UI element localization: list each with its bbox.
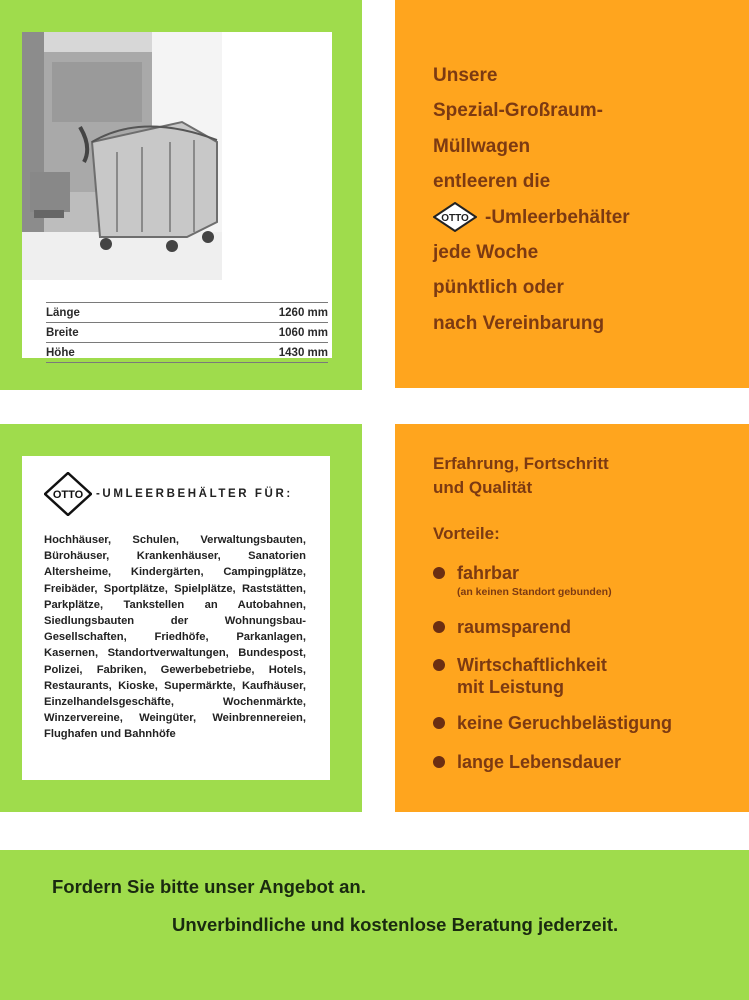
spec-label: Breite bbox=[46, 323, 161, 343]
card-header bbox=[44, 472, 293, 516]
advantage-text: raumsparend bbox=[457, 617, 572, 637]
advantage-item bbox=[433, 562, 743, 598]
otto-logo-icon bbox=[433, 202, 477, 232]
usage-card bbox=[22, 456, 330, 780]
spec-value: 1430 mm bbox=[161, 343, 328, 363]
advantage-subtext: (an keinen Standort gebunden) bbox=[457, 586, 612, 598]
hero-line: jede Woche bbox=[433, 241, 539, 263]
advantage-text: lange Lebensdauer bbox=[457, 752, 622, 772]
hero-line: -Umleerbehälter bbox=[485, 206, 630, 228]
hero-line: Müllwagen bbox=[433, 135, 531, 157]
bullet-icon bbox=[433, 659, 445, 671]
bullet-icon bbox=[433, 567, 445, 579]
bullet-icon bbox=[433, 756, 445, 768]
spec-value: 1060 mm bbox=[161, 323, 328, 343]
advantage-text: fahrbar bbox=[457, 563, 520, 583]
svg-text:OTTO: OTTO bbox=[441, 213, 469, 225]
spec-row bbox=[46, 303, 328, 323]
hero-line: entleeren die bbox=[433, 171, 551, 193]
advantage-text: Wirtschaftlichkeit bbox=[457, 655, 607, 675]
hero-line: pünktlich oder bbox=[433, 277, 564, 299]
top-right-panel bbox=[395, 0, 749, 388]
card-title: -UMLEERBEHÄLTER FÜR: bbox=[96, 488, 293, 500]
hero-line: Unsere bbox=[433, 65, 498, 86]
card-body: Hochhäuser, Schulen, Verwaltungsbauten, Bürohäuser, Krankenhäuser, Sanatorien Altersheime, Kindergärten, Campingplätze, Freibäder, Sportplätze, Spielplätze, Raststätten, Parkplätze, Tankstellen an Autobahnen, Siedlungsbauten der Wohnungsbau-Gesellschaften, Friedhöfe, Parkanlagen, Kasernen, Standortverwaltungen, Bundespost, Polizei, Fabriken, Gewerbebetriebe, Hotels, Restaurants, Kioske, Supermärkte, Kaufhäuser, Einzelhandelsgeschäfte, Wochenmärkte, Winzervereine, Weingüter, Weinbrennereien, Flughafen und Bahnhöfe bbox=[44, 534, 306, 741]
heading-line: und Qualität bbox=[433, 478, 533, 497]
advantage-item bbox=[433, 751, 743, 773]
advantage-item bbox=[433, 616, 743, 638]
container-photo bbox=[22, 32, 222, 280]
spec-label: Länge bbox=[46, 303, 161, 323]
product-card bbox=[22, 32, 332, 358]
advantages-heading bbox=[433, 452, 733, 500]
spec-label: Höhe bbox=[46, 343, 161, 363]
hero-line: nach Vereinbarung bbox=[433, 312, 605, 334]
hero-line-logo bbox=[433, 200, 630, 235]
otto-logo-icon bbox=[44, 472, 92, 516]
bottom-banner bbox=[0, 850, 749, 1000]
advantage-text: keine Geruchbelästigung bbox=[457, 713, 673, 733]
hero-text bbox=[433, 58, 630, 341]
spec-row bbox=[46, 343, 328, 363]
advantage-item bbox=[433, 654, 743, 698]
cta-line: Unverbindliche und kostenlose Beratung jederzeit. bbox=[172, 914, 619, 935]
advantage-text-2: mit Leistung bbox=[457, 677, 564, 697]
bullet-icon bbox=[433, 621, 445, 633]
spec-row bbox=[46, 323, 328, 343]
hero-line: Spezial-Großraum- bbox=[433, 100, 603, 122]
spec-table bbox=[46, 302, 328, 363]
advantages-panel bbox=[395, 424, 749, 812]
heading-line: Erfahrung, Fortschritt bbox=[433, 454, 609, 473]
spec-value: 1260 mm bbox=[161, 303, 328, 323]
cta-line: Fordern Sie bitte unser Angebot an. bbox=[52, 876, 366, 897]
advantages-label: Vorteile: bbox=[433, 524, 500, 543]
advantage-item bbox=[433, 712, 743, 734]
svg-text:OTTO: OTTO bbox=[52, 489, 84, 501]
bullet-icon bbox=[433, 717, 445, 729]
